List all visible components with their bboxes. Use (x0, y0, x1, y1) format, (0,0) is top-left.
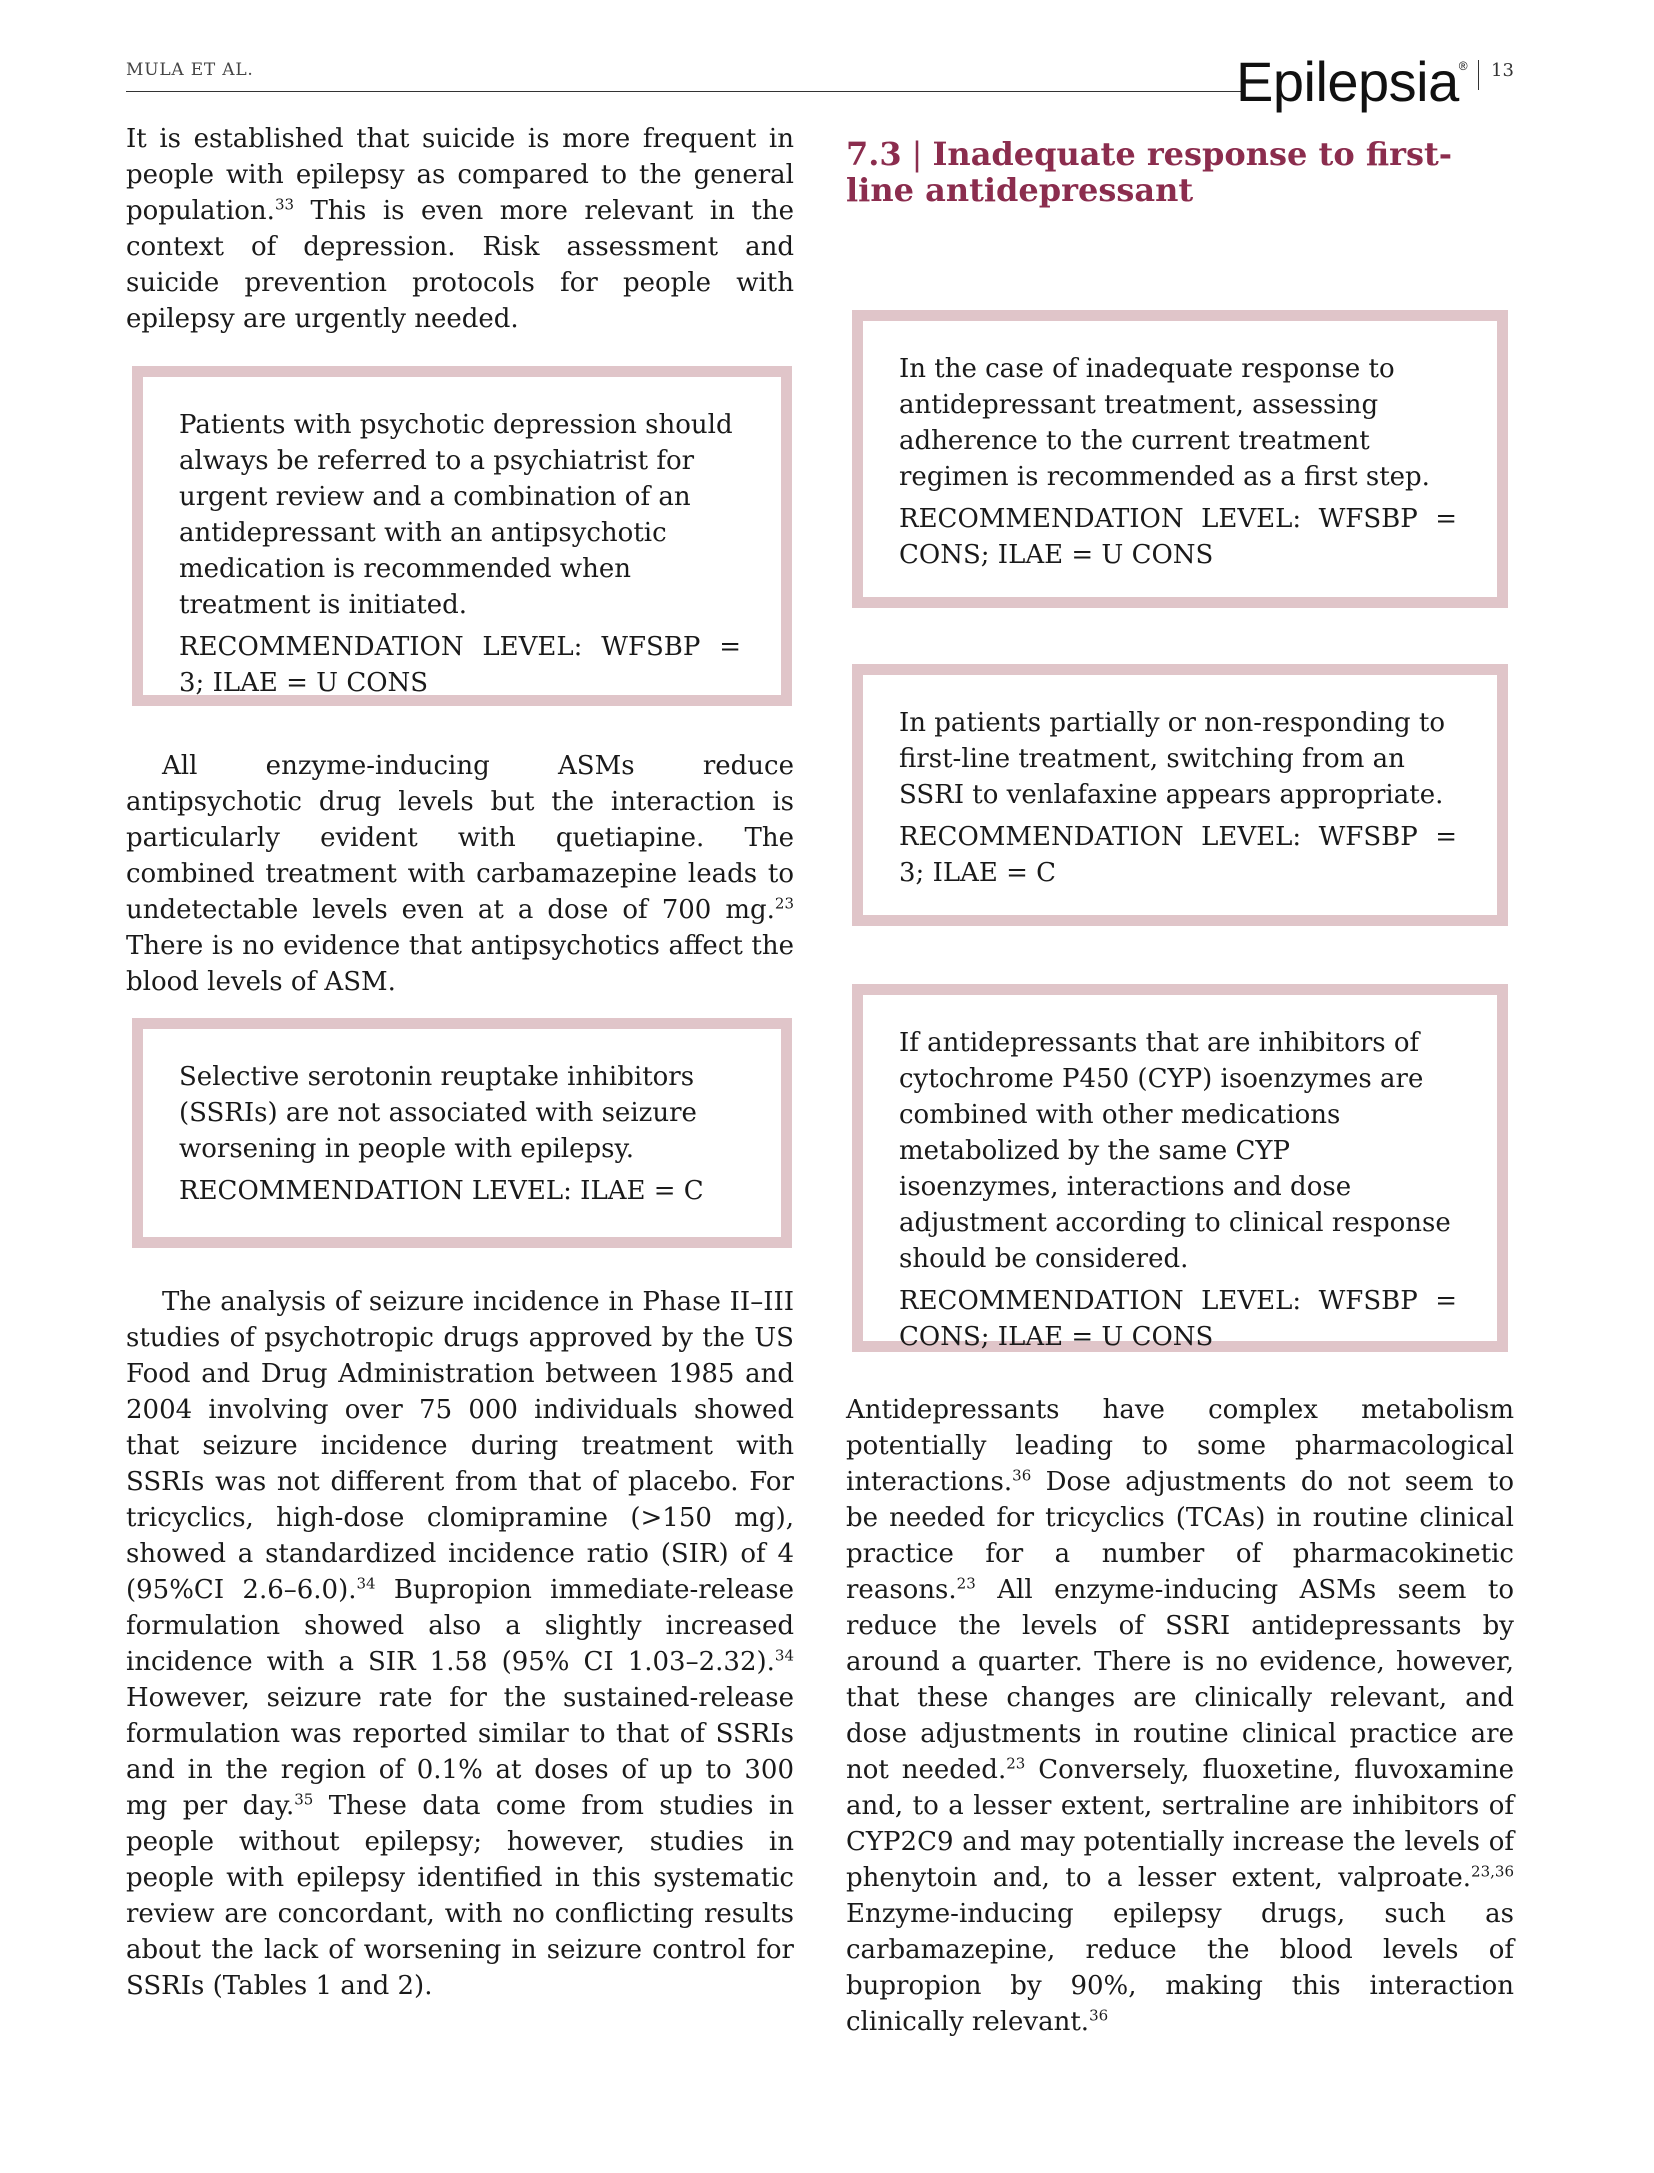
citation-ref: 23 (1006, 1754, 1026, 1773)
citation-ref: 35 (294, 1790, 314, 1809)
recommendation-level: RECOMMENDATION LEVEL: WFSBP = CONS; ILAE = U CONS (899, 1286, 1457, 1352)
paragraph-antipsychotic-interactions: All enzyme-inducing ASMs reduce antipsychotic drug levels but the interaction is particularly evident with quetiapine. The combined treatment with carbamazepine leads to undetectable levels even at a dose of 700 mg.$^{23}$ There is no evidence that antipsychotics affect the blood levels of ASM. (126, 751, 794, 997)
recommendation-level: RECOMMENDATION LEVEL: ILAE = C (179, 1176, 704, 1206)
citation-ref: 36 (1089, 2006, 1109, 2025)
recommendation-box-cyp-interactions (852, 984, 1508, 1352)
recommendation-box-psychotic-depression (132, 366, 792, 706)
citation-ref: 34 (774, 1646, 794, 1665)
header-rule (126, 91, 1244, 92)
recommendation-statement: If antidepressants that are inhibitors of cytochrome P450 (CYP) isoenzymes are combined with other medications metabolized by the same CYP isoenzymes, interactions and dose adjustment according to clinical response should be considered. (899, 1028, 1451, 1274)
page-number: 13 (1491, 60, 1514, 81)
recommendation-box-ssri-seizures (132, 1018, 792, 1248)
citation-ref: 23 (956, 1574, 976, 1593)
section-heading-7-3: 7.3 | Inadequate response to first-line antidepressant (846, 135, 1453, 209)
paragraph-antidepressant-metabolism: Antidepressants have complex metabolism potentially leading to some pharmacological interactions.$^{36}$ Dose adjustments do not seem to be needed for tricyclics (TCAs) in routine clinical practice for a number of pharmacokinetic reasons.$^{23}$ All enzyme-inducing ASMs seem to reduce the levels of SSRI antidepressants by around a quarter. There is no evidence, however, that these changes are clinically relevant, and dose adjustments in routine clinical practice are not needed.$^{23}$ Conversely, fluoxetine, fluvoxamine and, to a lesser extent, sertraline are inhibitors of CYP2C9 and may potentially increase the levels of phenytoin and, to a lesser extent, valproate.$^{23,36}$ Enzyme-inducing epilepsy drugs, such as carbamazepine, reduce the blood levels of bupropion by 90%, making this interaction clinically relevant.$^{36}$ (846, 1395, 1515, 2037)
citation-ref: 34 (356, 1574, 376, 1593)
journal-logo: Epilepsia® (1236, 50, 1468, 113)
recommendation-level: RECOMMENDATION LEVEL: WFSBP = 3; ILAE = C (899, 822, 1457, 888)
citation-ref: 33 (274, 195, 295, 214)
running-head: MULA ET AL. (126, 60, 254, 80)
recommendation-statement: Patients with psychotic depression should always be referred to a psychiatrist for urgent review and a combination of an antidepressant with an antipsychotic medication is recommended when treatment is initiated. (179, 410, 733, 620)
citation-ref: 23 (774, 894, 794, 913)
recommendation-level: RECOMMENDATION LEVEL: WFSBP = 3; ILAE = U CONS (179, 632, 741, 698)
recommendation-statement: In patients partially or non-responding to first-line treatment, switching from an SSRI to venlafaxine appears appropriate. (899, 708, 1445, 810)
recommendation-box-adherence (852, 310, 1508, 608)
recommendation-box-venlafaxine (852, 664, 1508, 926)
citation-ref: 23,36 (1471, 1862, 1514, 1881)
page-number-divider (1478, 60, 1479, 90)
recommendation-level: RECOMMENDATION LEVEL: WFSBP = CONS; ILAE = U CONS (899, 504, 1457, 570)
registered-mark: ® (1458, 59, 1468, 73)
recommendation-statement: In the case of inadequate response to antidepressant treatment, assessing adherence to the current treatment regimen is recommended as a first step. (899, 354, 1430, 492)
citation-ref: 36 (1012, 1466, 1032, 1485)
paragraph-seizure-incidence: The analysis of seizure incidence in Phase II–III studies of psychotropic drugs approved by the US Food and Drug Administration between 1985 and 2004 involving over 75 000 individuals showed that seizure incidence during treatment with SSRIs was not different from that of placebo. For tricyclics, high-dose clomipramine (>150 mg), showed a standardized incidence ratio (SIR) of 4 (95%CI 2.6–6.0).$^{34}$ Bupropion immediate-release formulation showed also a slightly increased incidence with a SIR 1.58 (95% CI 1.03–2.32).$^{34}$ However, seizure rate for the sustained-release formulation was reported similar to that of SSRIs and in the region of 0.1% at doses of up to 300 mg per day.$^{35}$ These data come from studies in people without epilepsy; however, studies in people with epilepsy identified in this systematic review are concordant, with no conflicting results about the lack of worsening in seizure control for SSRIs (Tables 1 and 2). (126, 1287, 794, 2001)
paragraph-suicide-risk: It is established that suicide is more frequent in people with epilepsy as compared to the general population.$^{33}$ This is even more relevant in the context of depression. Risk assessment and suicide prevention protocols for people with epilepsy are urgently needed. (126, 124, 794, 334)
recommendation-statement: Selective serotonin reuptake inhibitors (SSRIs) are not associated with seizure worsening in people with epilepsy. (179, 1062, 697, 1164)
